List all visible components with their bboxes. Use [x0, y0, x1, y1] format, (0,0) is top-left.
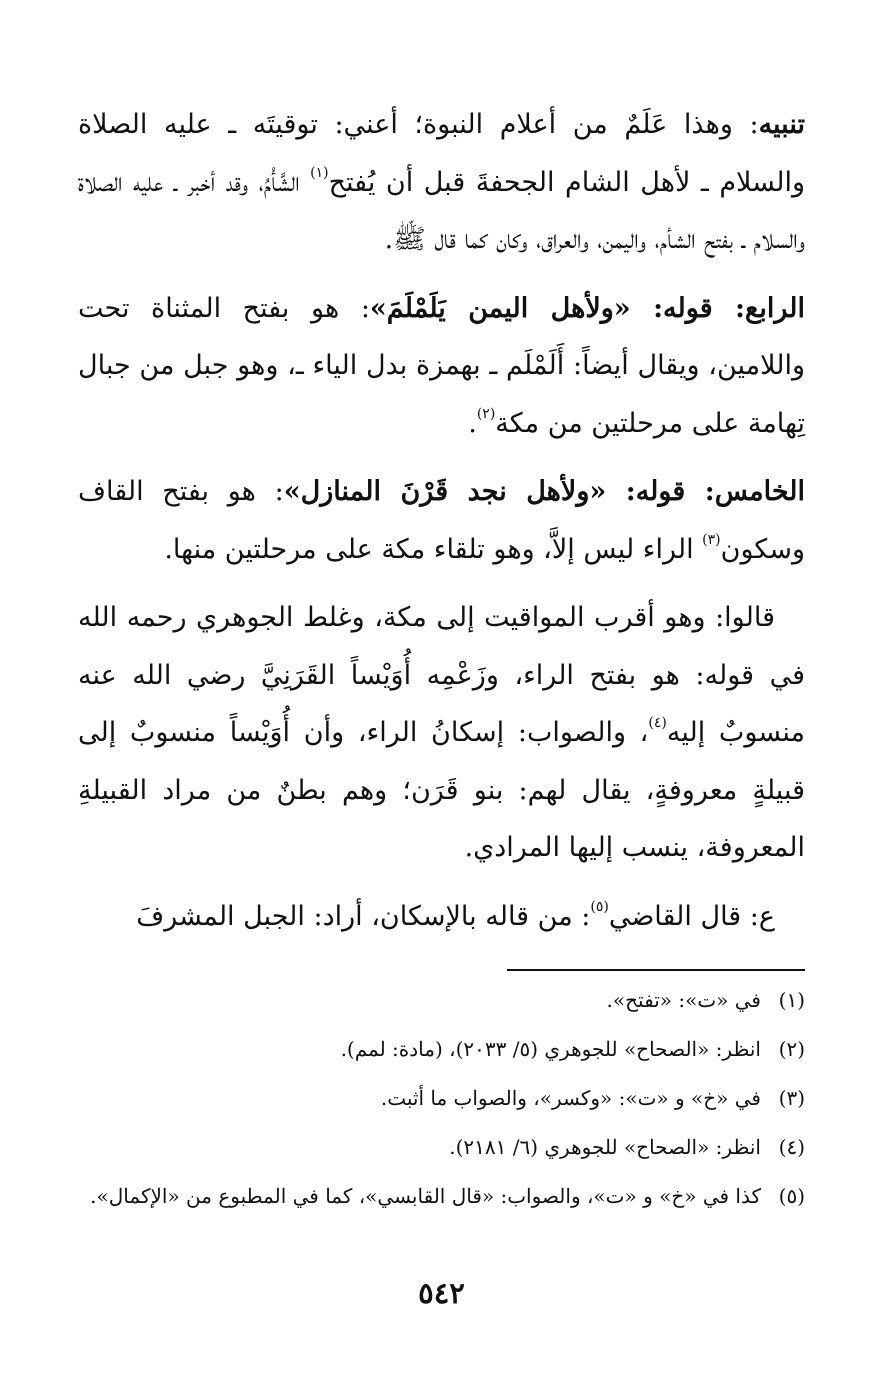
paragraph-text: . [468, 407, 477, 439]
footnote-ref-1[interactable]: (١) [310, 164, 329, 181]
heading-fourth: الرابع: قوله: «ولأهل اليمن يَلَمْلَمَ» [369, 292, 805, 324]
footnote-number: (٣) [778, 1086, 805, 1110]
paragraph-qadi [78, 888, 805, 946]
paragraph-text: قالوا: وهو أقرب المواقيت إلى مكة، وغلط الجوهري رحمه الله في قوله: هو بفتح الراء، وزَعْمِه أُوَيْساً القَرَنِيَّ رضي الله عنه منسوبٌ إليه [78, 602, 805, 748]
main-text [78, 96, 805, 945]
paragraph-text: : من قاله بالإسكان، أراد: الجبل المشرفَ [136, 900, 591, 932]
footnote-number: (٥) [778, 1184, 805, 1208]
footnote-text: في «خ» و «ت»: «وكسر»، والصواب ما أثبت. [380, 1086, 761, 1110]
footnote-text: في «ت»: «تفتح». [606, 988, 761, 1012]
footnotes [78, 984, 805, 1229]
paragraph-fourth [78, 280, 805, 453]
book-page [78, 0, 805, 1393]
footnote-item [78, 984, 805, 1017]
footnote-ref-2[interactable]: (٢) [476, 405, 496, 422]
footnote-text: كذا في «خ» و «ت»، والصواب: «قال القابسي»، كما في المطبوع من «الإكمال». [90, 1184, 761, 1208]
footnote-item [78, 1180, 805, 1213]
paragraph-text: : هو بفتح المثناة تحت واللامين، ويقال أيضاً: أَلَمْلَم ـ بهمزة بدل الياء ـ، وهو جبل من جبال تِهامة على مرحلتين من مكة [78, 292, 805, 439]
paragraph-text: : وهذا عَلَمٌ من أعلام النبوة؛ أعني: توقيتَه ـ عليه الصلاة والسلام ـ لأهل الشام الجحفةَ قبل أن يُفتح [78, 109, 805, 198]
paragraph-text: ، والصواب: إسكانُ الراء، وأن أُوَيْساً منسوبٌ إلى قبيلةٍ معروفةٍ، يقال لهم: بنو قَرَن؛ وهم بطنٌ من مراد القبيلةِ المعروفة، ينسب إليها المرادي. [78, 717, 805, 863]
footnote-text: انظر: «الصحاح» للجوهري (٥/ ٢٠٣٣)، (مادة: لمم). [340, 1037, 761, 1061]
footnote-number: (٤) [778, 1135, 805, 1159]
paragraph-text: : هو بفتح القاف وسكون [78, 476, 805, 565]
footnote-ref-3[interactable]: (٣) [702, 531, 721, 548]
paragraph-text: ع: قال القاضي [608, 900, 775, 932]
footnote-separator [507, 969, 805, 971]
paragraph-qalu [78, 589, 805, 877]
paragraph-fifth [78, 463, 805, 578]
footnote-number: (١) [778, 988, 805, 1012]
heading-tanbih: تنبيه [758, 109, 805, 140]
page-number: ٥٤٢ [418, 1276, 465, 1310]
paragraph-tanbih [78, 96, 805, 269]
footnote-ref-5[interactable]: (٥) [590, 898, 609, 915]
footnote-text: انظر: «الصحاح» للجوهري (٦/ ٢١٨١). [449, 1135, 761, 1159]
paragraph-text: الراء ليس إلاَّ، وهو تلقاء مكة على مرحلتين منها. [164, 533, 703, 565]
footnote-item [78, 1131, 805, 1164]
footnote-item [78, 1082, 805, 1115]
footnote-number: (٢) [778, 1037, 805, 1061]
footnote-item [78, 1033, 805, 1066]
footnote-ref-4[interactable]: (٤) [648, 715, 667, 731]
heading-fifth: الخامس: قوله: «ولأهل نجد قَرْنَ المنازل» [283, 476, 806, 507]
paragraph-text: الشَّأْمُ، وقد أخبر ـ عليه الصلاة والسلام ـ بفتح الشأم، واليمن، والعراق، وكان كما قال ﷺ. [78, 166, 805, 255]
